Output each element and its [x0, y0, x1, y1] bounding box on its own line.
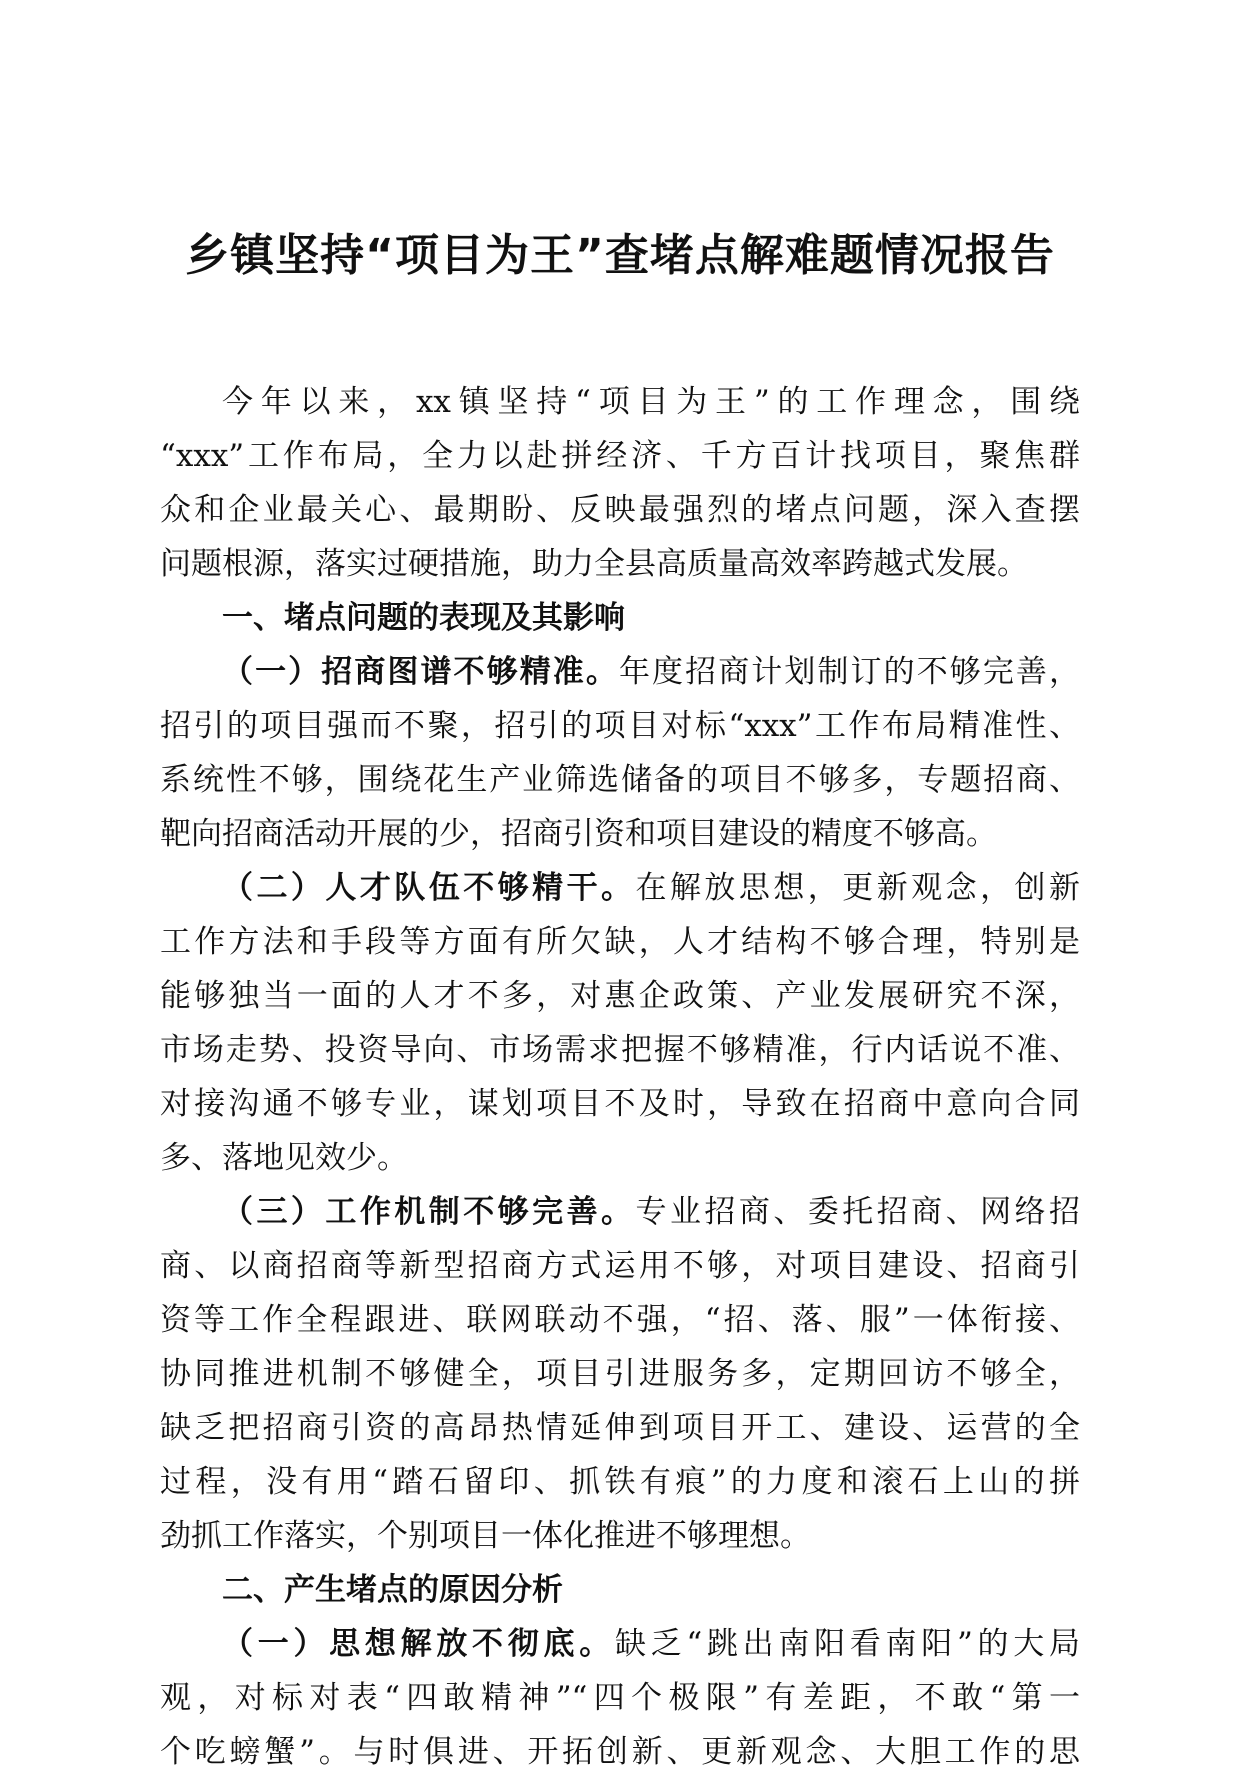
- paragraph-text: 年度招商计划制订的不够完善，: [618, 654, 1080, 690]
- paragraph-line: 多、落地见效少。: [160, 1140, 408, 1176]
- paragraph-line: 能够独当一面的人才不多，对惠企政策、产业发展研究不深，: [160, 978, 1080, 1014]
- paragraph-line: 商、以商招商等新型招商方式运用不够，对项目建设、招商引: [160, 1248, 1080, 1284]
- paragraph-line: 工作方法和手段等方面有所欠缺，人才结构不够合理，特别是: [160, 924, 1080, 960]
- paragraph-line: 对接沟通不够专业，谋划项目不及时，导致在招商中意向合同: [160, 1086, 1080, 1122]
- paragraph-line: 缺乏把招商引资的高昂热情延伸到项目开工、建设、运营的全: [160, 1410, 1080, 1446]
- paragraph-lead: （三）工作机制不够完善。: [222, 1194, 636, 1230]
- paragraph-first-line: [160, 645, 1080, 699]
- paragraph-line: 资等工作全程跟进、联网联动不强，“招、落、服”一体衔接、: [160, 1302, 1080, 1338]
- document-body: [160, 375, 1080, 1779]
- paragraph-line: 市场走势、投资导向、市场需求把握不够精准，行内话说不准、: [160, 1032, 1080, 1068]
- section-heading: 二、产生堵点的原因分析: [222, 1572, 563, 1608]
- paragraph-text: 专业招商、委托招商、网络招: [635, 1194, 1080, 1230]
- paragraph-first-line: [160, 1185, 1080, 1239]
- intro-line: “xxx”工作布局，全力以赴拼经济、千方百计找项目，聚焦群: [160, 438, 1080, 474]
- intro-line: 今年以来，xx镇坚持“项目为王”的工作理念，围绕: [222, 384, 1080, 420]
- paragraph-lead: （一）思想解放不彻底。: [222, 1626, 615, 1662]
- paragraph-line: 过程，没有用“踏石留印、抓铁有痕”的力度和滚石上山的拼: [160, 1464, 1080, 1500]
- page-title: 乡镇坚持“项目为王”查堵点解难题情况报告: [185, 230, 1055, 281]
- paragraph-lead: （二）人才队伍不够精干。: [222, 870, 636, 906]
- paragraph-line: 系统性不够，围绕花生产业筛选储备的项目不够多，专题招商、: [160, 762, 1080, 798]
- paragraph-text: 缺乏“跳出南阳看南阳”的大局: [614, 1626, 1080, 1662]
- paragraph-line: 靶向招商活动开展的少，招商引资和项目建设的精度不够高。: [160, 816, 997, 852]
- intro-line: 问题根源，落实过硬措施，助力全县高质量高效率跨越式发展。: [160, 546, 1028, 582]
- paragraph-line: 个吃螃蟹”。与时俱进、开拓创新、更新观念、大胆工作的思: [160, 1734, 1080, 1770]
- paragraph-first-line: [160, 861, 1080, 915]
- paragraph-first-line: [160, 1617, 1080, 1671]
- paragraph-line: 协同推进机制不够健全，项目引进服务多，定期回访不够全，: [160, 1356, 1080, 1392]
- paragraph-line: 劲抓工作落实，个别项目一体化推进不够理想。: [160, 1518, 811, 1554]
- section-heading: 一、堵点问题的表现及其影响: [222, 600, 625, 636]
- paragraph-line: 招引的项目强而不聚，招引的项目对标“xxx”工作布局精准性、: [160, 708, 1080, 744]
- intro-line: 众和企业最关心、最期盼、反映最强烈的堵点问题，深入查摆: [160, 492, 1080, 528]
- paragraph-line: 观，对标对表“四敢精神”“四个极限”有差距，不敢“第一: [160, 1680, 1080, 1716]
- paragraph-lead: （一）招商图谱不够精准。: [222, 654, 619, 690]
- paragraph-text: 在解放思想，更新观念，创新: [635, 870, 1080, 906]
